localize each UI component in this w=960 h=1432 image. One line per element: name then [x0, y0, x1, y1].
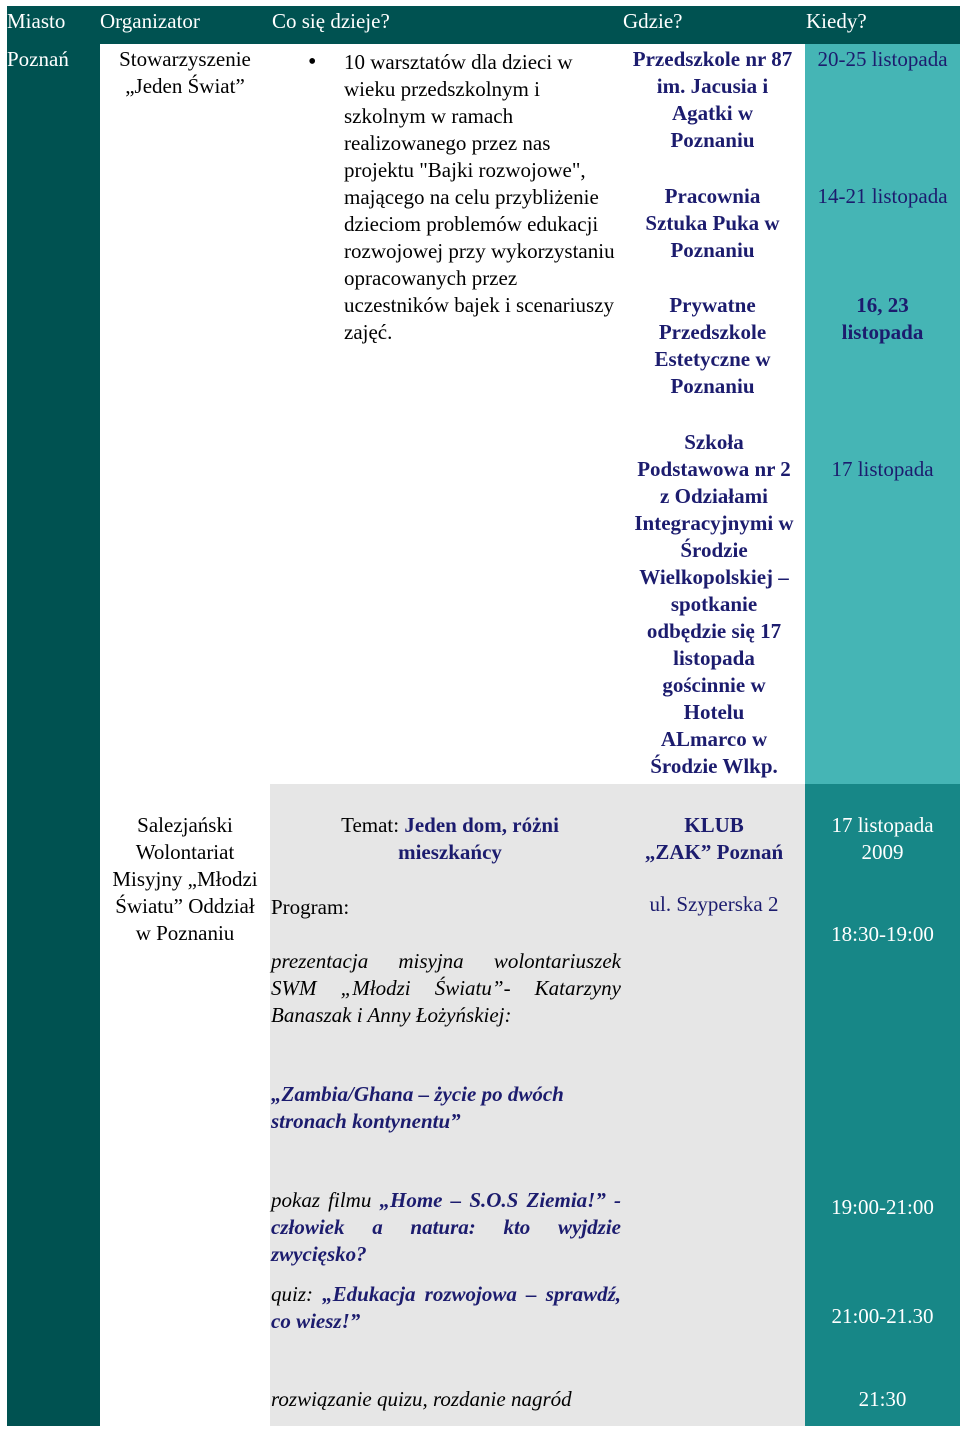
description-item: • 10 warsztatów dla dzieci w wieku przedszkolnym i szkolnym w ramach realizowanego przez nas projektu "Bajki rozwojowe", mającego na celu przybliżenie dzieciom problemów edukacji rozwojowej przy wykorzystaniu opracowanych przez uczestników bajek i scenariuszy zajęć.: [344, 49, 618, 346]
place-line: Integracyjnymi w: [634, 511, 794, 535]
date-line: 17 listopada: [831, 813, 934, 837]
place-przedszkole-87: [610, 46, 815, 154]
program-temat: [300, 812, 600, 866]
place-line: Hotelu: [683, 700, 745, 724]
row1-organizer: [100, 46, 270, 100]
temat-value: Jeden dom, różni: [404, 813, 559, 837]
place-line: Przedszkole: [658, 320, 767, 344]
organizer-line: w Poznaniu: [135, 921, 235, 945]
place-line: ALmarco w: [660, 727, 768, 751]
organizer-line: „Jeden Świat”: [125, 74, 245, 98]
date-line: 17 listopada: [831, 457, 934, 481]
time-21-00: 21:00-21.30: [831, 1304, 934, 1328]
pokaz-prefix: pokaz filmu: [271, 1188, 380, 1212]
place-line: Przedszkole nr 87: [632, 47, 793, 71]
row2-date: [805, 812, 960, 866]
date-przedszkole-87: [805, 46, 960, 73]
place-line: KLUB: [684, 813, 744, 837]
place-line: Podstawowa nr 2: [637, 457, 791, 481]
row2-organizer: [100, 812, 270, 947]
organizer-line: Światu” Oddział: [115, 894, 255, 918]
city-column-bg: [7, 44, 100, 1426]
row1-city: Poznań: [7, 47, 69, 71]
place-pracownia: [615, 183, 810, 264]
place-line: Wielkopolskiej –: [639, 565, 789, 589]
header-miasto: Miasto: [7, 9, 66, 33]
program-quiz: [271, 1281, 621, 1335]
temat-value: mieszkańcy: [398, 840, 502, 864]
date-prywatne-przedszkole: [805, 292, 960, 346]
place-line: listopada: [673, 646, 755, 670]
place-line: gościnnie w: [662, 673, 766, 697]
place-line: odbędzie się 17: [646, 619, 782, 643]
pokaz-title: „Home – S.O.S Ziemia!” - człowiek a natura: kto wyjdzie zwycięsko?: [271, 1188, 621, 1266]
row2-address: ul. Szyperska 2: [649, 892, 779, 916]
date-column-bg-row1: [805, 44, 960, 784]
temat-label: Temat:: [341, 813, 405, 837]
program-prezentacja: prezentacja misyjna wolontariuszek SWM „Młodzi Światu”- Katarzyny Banaszak i Anny Łożyńskiej:: [271, 949, 621, 1027]
place-prywatne-przedszkole: [615, 292, 810, 400]
header-organizator: Organizator: [100, 9, 200, 33]
date-line: 20-25 listopada: [817, 47, 948, 71]
organizer-line: Stowarzyszenie: [119, 47, 251, 71]
place-line: Środzie Wlkp.: [650, 754, 778, 778]
organizer-line: Misyjny „Młodzi: [112, 867, 258, 891]
quiz-title: „Edukacja rozwojowa – sprawdź, co wiesz!”: [271, 1282, 621, 1333]
program-pokaz: [271, 1187, 621, 1268]
header-co-sie-dzieje: Co się dzieje?: [272, 9, 390, 33]
place-line: „ZAK” Poznań: [644, 840, 784, 864]
place-line: Poznaniu: [670, 238, 755, 262]
time-19-00: 19:00-21:00: [831, 1195, 934, 1219]
place-line: Szkoła: [684, 430, 744, 454]
date-szkola-podstawowa: [805, 456, 960, 483]
date-line: 14-21 listopada: [817, 184, 948, 208]
date-line: 16, 23: [856, 293, 909, 317]
date-line: 2009: [861, 840, 904, 864]
time-21-30: 21:30: [858, 1387, 907, 1411]
place-line: im. Jacusia i: [656, 74, 769, 98]
place-line: Środzie: [680, 538, 748, 562]
place-szkola-podstawowa: [615, 429, 813, 780]
time-18-30: 18:30-19:00: [831, 922, 934, 946]
date-pracownia: [805, 183, 960, 210]
place-line: Estetyczne w: [654, 347, 771, 371]
place-line: Pracownia: [664, 184, 761, 208]
program-zambia: „Zambia/Ghana – życie po dwóch stronach kontynentu”: [271, 1082, 564, 1133]
program-rozwiazanie: rozwiązanie quizu, rozdanie nagród: [271, 1387, 572, 1411]
place-line: spotkanie: [670, 592, 758, 616]
place-line: Agatki w: [671, 101, 754, 125]
program-label: Program:: [271, 895, 350, 919]
place-line: Sztuka Puka w: [645, 211, 780, 235]
place-line: Prywatne: [669, 293, 756, 317]
row2-place: [615, 812, 813, 866]
organizer-line: Wolontariat: [135, 840, 235, 864]
quiz-prefix: quiz:: [271, 1282, 323, 1306]
place-line: Poznaniu: [670, 374, 755, 398]
header-gdzie: Gdzie?: [623, 9, 683, 33]
date-line: listopada: [841, 320, 924, 344]
header-kiedy: Kiedy?: [806, 9, 867, 33]
organizer-line: Salezjański: [137, 813, 233, 837]
row1-description: [300, 49, 618, 346]
place-line: z Odziałami: [660, 484, 768, 508]
place-line: Poznaniu: [670, 128, 755, 152]
